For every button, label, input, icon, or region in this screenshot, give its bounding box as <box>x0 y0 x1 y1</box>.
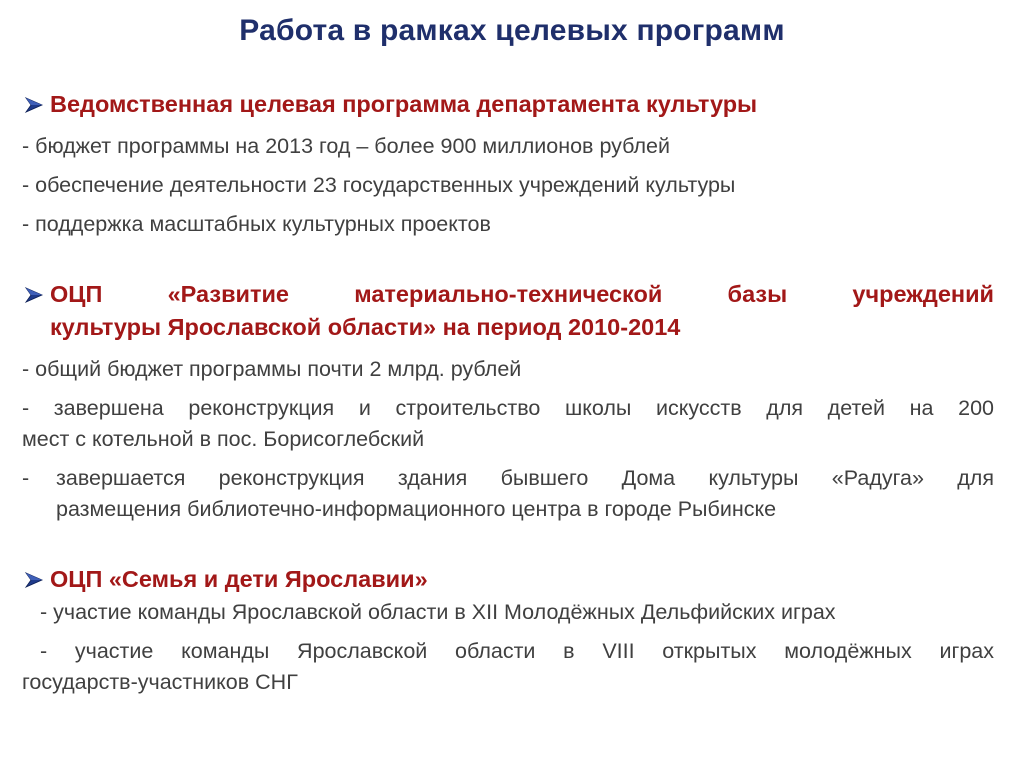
bullet-art-school-line1: - завершена реконструкция и строительство школы искусств для детей на 200 <box>22 396 994 420</box>
bullet-art-school-line2: мест с котельной в пос. Борисоглебский <box>22 427 425 451</box>
bullet-23-institutions: - обеспечение деятельности 23 государственных учреждений культуры <box>22 173 736 197</box>
bullet-raduga-line2: размещения библиотечно-информационного центра в городе Рыбинске <box>56 497 777 521</box>
bullet-cultural-projects: - поддержка масштабных культурных проектов <box>22 212 491 236</box>
section-heading-vcp <box>22 88 994 121</box>
slide-title: Работа в рамках целевых программ <box>239 14 785 47</box>
bullet-raduga-line1: завершается реконструкция здания бывшего Дома культуры «Радуга» для <box>56 466 994 490</box>
bullet-delphic-games: - участие команды Ярославской области в XII Молодёжных Дельфийских играх <box>40 600 836 624</box>
bullet-dash: - <box>22 466 30 490</box>
section-heading-line1: ОЦП «Развитие материально-технической базы учреждений <box>50 281 994 307</box>
arrow-bullet-icon <box>22 88 50 121</box>
bullet-cis-games-line1: - участие команды Ярославской области в VIII открытых молодёжных играх <box>40 639 994 663</box>
bullet-art-school <box>22 393 994 455</box>
arrow-bullet-icon <box>22 278 50 311</box>
section-heading-ocp-material-base <box>22 278 994 344</box>
section-heading-text: ОЦП «Семья и дети Ярославии» <box>50 566 428 592</box>
bullet-cis-games <box>22 636 994 698</box>
section-heading-ocp-family <box>22 563 994 596</box>
bullet-budget-2013: - бюджет программы на 2013 год – более 900 миллионов рублей <box>22 134 671 158</box>
bullet-total-budget: - общий бюджет программы почти 2 млрд. рублей <box>22 357 522 381</box>
bullet-cis-games-line2: государств-участников СНГ <box>22 670 298 694</box>
section-heading-line2: культуры Ярославской области» на период 2010-2014 <box>50 314 681 340</box>
bullet-raduga <box>22 463 994 525</box>
arrow-bullet-icon <box>22 563 50 596</box>
section-heading-text: Ведомственная целевая программа департамента культуры <box>50 91 758 117</box>
